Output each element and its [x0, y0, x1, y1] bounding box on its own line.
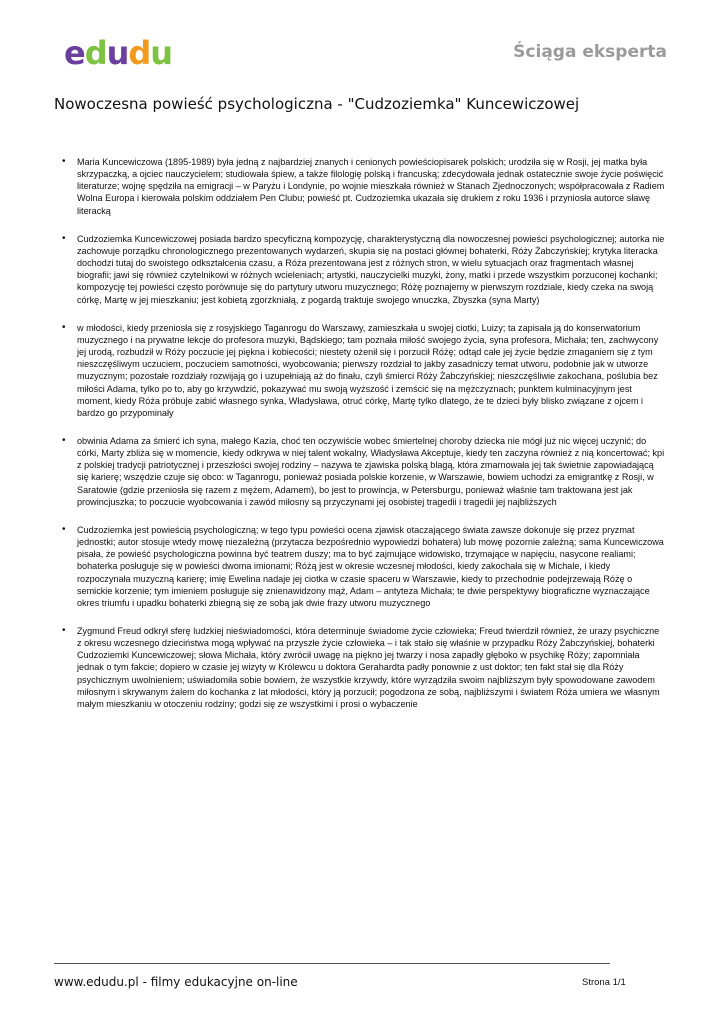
- edudu-logo[interactable]: [64, 34, 184, 72]
- bullet-paragraph: • obwinia Adama za śmierć ich syna, małego Kazia, choć ten oczywiście wobec śmiertelnej choroby dziecka nie mógł już nic więcej uczynić; do córki, Marty zbliża się w momencie, kiedy odkrywa w niej talent wokalny, Władysława Akceptuje, kiedy ten zaczyna również z nią koncertować; kpi z polskiej tradycji patriotycznej i przeszłości swojej rodziny – nazywa te zjawiska polską blagą, która zmarnowała jej tak świetnie zapowiadającą się karierę; wszędzie czuje się obco: w Taganrogu, ponieważ posiada polskie korzenie, w Warszawie, bowiem uchodzi za emigrantkę z Rosji, w Saratowie (gdzie przeniosła się razem z mężem, Adamem), bo jest to prowincja, w Petersburgu, ponieważ właśnie tam traktowana jest jak prowincjuszka; to poczucie wyobcowania i zawód miłosny są przyczynami jej osobistej tragedii i tragedii jej najbliższych: [60, 435, 665, 508]
- page-number: Strona 1/1: [582, 977, 626, 988]
- bullet-paragraph: • Cudzoziemka jest powieścią psychologiczną; w tego typu powieści ocena zjawisk otaczającego świata zawsze dokonuje się przez pryzmat jednostki; autor stosuje wtedy mowę niezależną (przytacza bezpośrednio wypowiedzi bohatera) lub mowę pozornie zależną; sama Kuncewiczowa pisała, że powieść psychologiczna powinna być teatrem duszy; ma to być zajmujące widowisko, trzymające w napięciu, nasycone realiami; bohaterka posługuje się w powieści dwoma imionami; Różą jest w okresie wczesnej młodości, kiedy zakochała się w Michale, i kiedy rozpoczynała muzyczną karierę; imię Ewelina nadaje jej ciotka w czasie spaceru w Warszawie, kiedy to przechodnie podejrzewają Różę o semickie korzenie; tym imieniem posługuje się znienawidzony mąż, Adam – antyteza Michała; te dwie perspektywy biograficzne wyznaczające okres triumfu i upadku bohaterki zbiegną się ze sobą jak dwie frazy utworu muzycznego: [60, 524, 665, 609]
- tagline: Ściąga eksperta: [513, 42, 667, 62]
- footer-url[interactable]: www.edudu.pl - filmy edukacyjne on-line: [54, 975, 298, 989]
- bullet-paragraph: • w młodości, kiedy przeniosła się z rosyjskiego Taganrogu do Warszawy, zamieszkała u swojej ciotki, Luizy; ta zapisała ją do konserwatorium muzycznego i na prywatne lekcje do profesora muzyki, Bądskiego; tam poznała miłość swojego życia, syna profesora, Michała; ten, zachwycony jej urodą, rozbudził w Róży poczucie jej piękna i kobiecości; niestety ożenił się i porzucił Różę; odtąd całe jej życie będzie zmaganiem się z tym nieszczęśliwym uczuciem, poczuciem samotności, wyobcowania; pierwszy rozdział to jakby zasadniczy temat utworu, podobnie jak w utworze muzycznym; pozostałe rozdziały rozwijają go i uzupełniają aż do finału, czyli śmierci Róży Żabczyńskiej; nieszczęśliwie zakochana, poślubia bez miłości Adama, tylko po to, aby go krzywdzić, pokazywać mu swoją wyższość i zemścić się na mężczyznach; punktem kulminacyjnym jest moment, kiedy Róża próbuje zabić własnego synka, Władysława, otruć córkę, Martę tylko dlatego, że te dzieci były blisko związane z ojcem i bardzo go przypominały: [60, 322, 665, 419]
- logo-letter: d: [128, 34, 151, 72]
- logo-letter: d: [84, 34, 107, 72]
- bullet-list: [60, 156, 665, 710]
- bullet-paragraph: • Zygmund Freud odkrył sferę ludzkiej nieświadomości, która determinuje świadome życie człowieka; Freud twierdził również, że urazy psychiczne z okresu wczesnego dzieciństwa mogą wpływać na przyszłe życie człowieka – i tak stało się właśnie w przypadku Róży Żabczyńskiej, bohaterki Cudzoziemki Kuncewiczowej; słowa Michała, który zwrócił uwagę na piękno jej twarzy i nosa zapadły głęboko w psychikę Róży; zapomniała jednak o tym fakcie; dopiero w czasie jej wizyty w Królewcu u doktora Gerahardta padły ponownie z ust doktor; ten fakt stał się dla Róży psychicznym uwolnieniem; uświadomiła sobie bowiem, że wszystkie krzywdy, które wyrządziła swoim najbliższym były spowodowane zawodem miłosnym i skrywanym żalem do kochanka z lat młodości, który ją porzucił; pogodzona ze sobą, najbliższymi i światem Róża umiera we własnym małym mieszkaniu w otoczeniu rodziny; godzi się ze wszystkimi i prosi o wybaczenie: [60, 625, 665, 710]
- logo-letter: u: [106, 34, 129, 72]
- logo-text: [64, 34, 184, 72]
- logo-letter: u: [150, 34, 173, 72]
- bullet-paragraph: • Maria Kuncewiczowa (1895-1989) była jedną z najbardziej znanych i cenionych powieściopisarek polskich; urodziła się w Rosji, jej matka była skrzypaczką, a ojciec nauczycielem; studiowała śpiew, a także filologię polską i francuską; zdecydowała jednak ostatecznie swoje życie poświęcić literaturze; wojnę spędziła na emigracji – w Paryżu i Londynie, po wojnie mieszkała również w Stanach Zjednoczonych; współpracowała z Radiem Wolna Europa i kierowała polskim oddziałem Pen Clubu; powieść pt. Cudzoziemka ukazała się drukiem z roku 1936 i przyniosła autorce sławę literacką: [60, 156, 665, 217]
- page-title: Nowoczesna powieść psychologiczna - "Cudzoziemka" Kuncewiczowej: [54, 95, 580, 113]
- logo-letter: e: [64, 34, 85, 72]
- bullet-paragraph: • Cudzoziemka Kuncewiczowej posiada bardzo specyficzną kompozycję, charakterystyczną dla nowoczesnej powieści psychologicznej; autorka nie zachowuje porządku chronologicznego prezentowanych wydarzeń, skupia się na postaci głównej bohaterki, Róży Żabczyńskiej; krytyka literacka dochodzi tutaj do swoistego odkształcenia czasu, a Róża prezentowana jest z różnych stron, w wielu sytuacjach oraz fragmentach własnej biografii; jawi się również czytelnikowi w różnych wcieleniach; artystki, nauczycielki muzyki, żony, matki i przede wszystkim porzuconej kochanki; kompozycję tej powieści często porównuje się do partytury utworu muzycznego; Różę poznajemy w pierwszym rozdziale, kiedy czeka na swoją córkę, Martę w jej mieszkaniu; jest kobietą zgorzkniałą, z pogardą traktuje swojego wnuczka, Zbyszka (syna Marty): [60, 233, 665, 306]
- footer-divider: [54, 963, 610, 964]
- document-body: [60, 156, 665, 726]
